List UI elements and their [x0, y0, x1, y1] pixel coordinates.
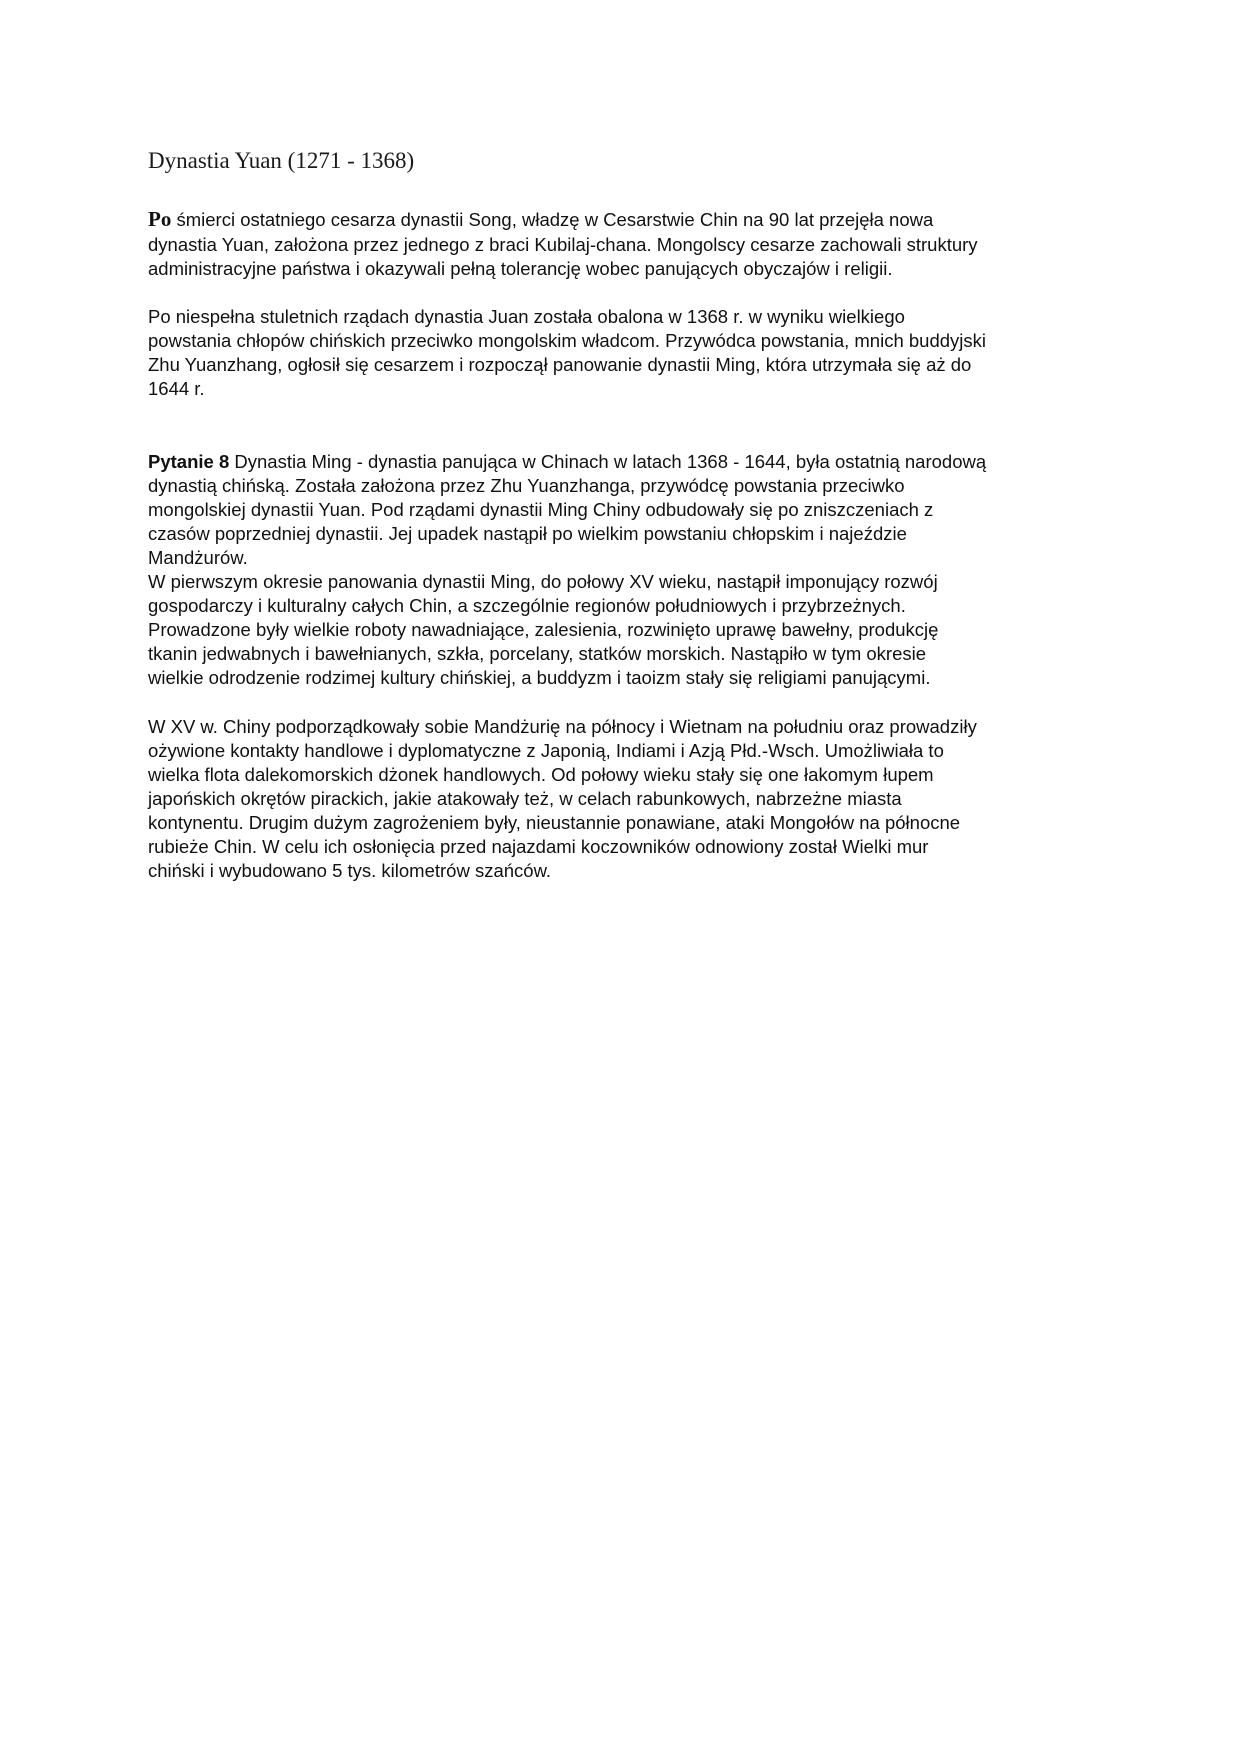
paragraph-2-line-4: 1644 r.: [148, 378, 205, 399]
paragraph-1-line-3: administracyjne państwa i okazywali pełną tolerancję wobec panujących obyczajów i religii.: [148, 258, 893, 279]
paragraph-2-line-3: Zhu Yuanzhang, ogłosił się cesarzem i rozpoczął panowanie dynastii Ming, która utrzymała się aż do: [148, 354, 972, 375]
paragraph-4-line-6: rubieże Chin. W celu ich osłonięcia przed najazdami koczowników odnowiony został Wielki mur: [148, 836, 929, 857]
paragraph-3-line-3: mongolskiej dynastii Yuan. Pod rządami dynastii Ming Chiny odbudowały się po zniszczeniach z: [148, 499, 934, 520]
paragraph-4-line-7: chiński i wybudowano 5 tys. kilometrów szańców.: [148, 860, 552, 881]
paragraph-4-line-5: kontynentu. Drugim dużym zagrożeniem były, nieustannie ponawiane, ataki Mongołów na północne: [148, 812, 961, 833]
paragraph-4-line-3: wielka flota dalekomorskich dżonek handlowych. Od połowy wieku stały się one łakomym łupem: [148, 764, 934, 785]
paragraph-1-line-1: [148, 208, 933, 231]
paragraph-4-line-2: ożywione kontakty handlowe i dyplomatyczne z Japonią, Indiami i Azją Płd.-Wsch. Umożliwiała to: [148, 740, 944, 761]
paragraph-3-line-6: W pierwszym okresie panowania dynastii Ming, do połowy XV wieku, nastąpił imponujący rozwój: [148, 571, 938, 592]
paragraph-3-line-10: wielkie odrodzenie rodzimej kultury chińskiej, a buddyzm i taoizm stały się religiami panującymi.: [148, 667, 931, 688]
paragraph-3-line-9: tkanin jedwabnych i bawełnianych, szkła, porcelany, statków morskich. Nastąpiło w tym okresie: [148, 643, 927, 664]
paragraph-3-line-7: gospodarczy i kulturalny całych Chin, a szczególnie regionów południowych i przybrzeżnych.: [148, 595, 906, 616]
paragraph-3-line-4: czasów poprzedniej dynastii. Jej upadek nastąpił po wielkim powstaniu chłopskim i najeździe: [148, 523, 907, 544]
text-line: Dynastia Ming - dynastia panująca w Chinach w latach 1368 - 1644, była ostatnią narodową: [229, 451, 987, 472]
text-line: śmierci ostatniego cesarza dynastii Song, władzę w Cesarstwie Chin na 90 lat przejęła nowa: [171, 209, 934, 230]
document-title: Dynastia Yuan (1271 - 1368): [148, 148, 415, 173]
paragraph-1-line-2: dynastia Yuan, założona przez jednego z braci Kubilaj-chana. Mongolscy cesarze zachowali struktury: [148, 234, 978, 255]
paragraph-3-line-2: dynastią chińską. Została założona przez Zhu Yuanzhanga, przywódcę powstania przeciwko: [148, 475, 905, 496]
question-label: Pytanie 8: [148, 451, 230, 472]
paragraph-3-line-8: Prowadzone były wielkie roboty nawadniające, zalesienia, rozwinięto uprawę bawełny, produkcję: [148, 619, 939, 640]
paragraph-2-line-2: powstania chłopów chińskich przeciwko mongolskim władcom. Przywódca powstania, mnich buddyjski: [148, 330, 987, 351]
paragraph-lead: Po: [148, 207, 172, 231]
paragraph-3-line-1: [148, 451, 986, 473]
paragraph-2-line-1: Po niespełna stuletnich rządach dynastia Juan została obalona w 1368 r. w wyniku wielkiego: [148, 306, 905, 327]
paragraph-4-line-1: W XV w. Chiny podporządkowały sobie Mandżurię na północy i Wietnam na południu oraz prowadziły: [148, 716, 977, 737]
paragraph-4-line-4: japońskich okrętów pirackich, jakie atakowały też, w celach rabunkowych, nabrzeżne miasta: [148, 788, 902, 809]
paragraph-3-line-5: Mandżurów.: [148, 547, 248, 568]
